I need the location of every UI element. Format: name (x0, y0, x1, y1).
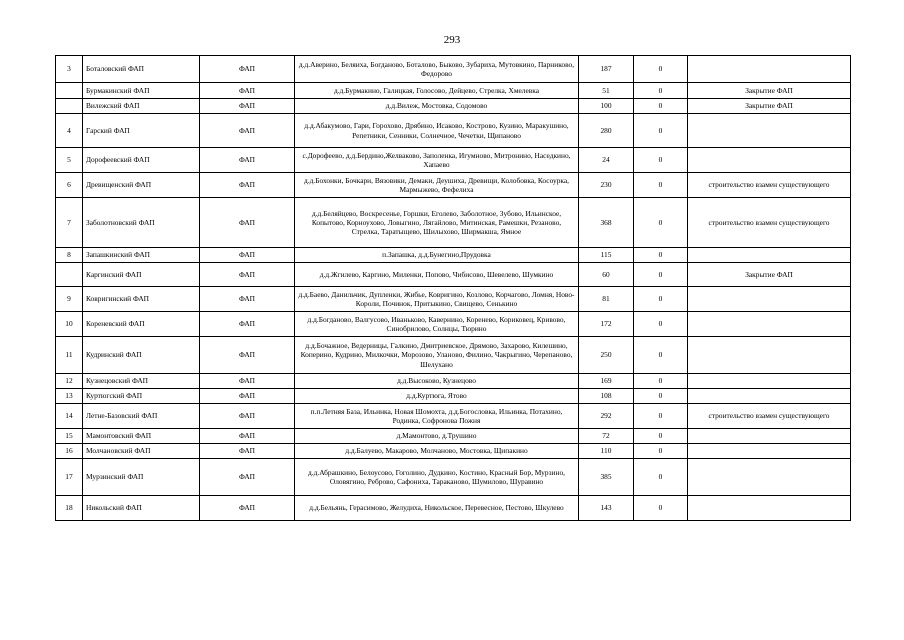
facility-name: Никольский ФАП (83, 496, 200, 521)
population: 110 (579, 444, 634, 459)
population: 187 (579, 56, 634, 83)
zero-value: 0 (634, 374, 688, 389)
table-row (56, 404, 851, 429)
table-row (56, 312, 851, 337)
note (688, 148, 851, 173)
population: 51 (579, 83, 634, 99)
facility-name: Древищенский ФАП (83, 173, 200, 198)
villages-list: д.д.Аверино, Беляиха, Богданово, Боталово, Быково, Зубариха, Мутовкино, Парниково, Федорово (295, 56, 579, 83)
table-row (56, 99, 851, 114)
note: Закрытие ФАП (688, 263, 851, 287)
note (688, 444, 851, 459)
row-number: 6 (56, 173, 83, 198)
facility-name: Кузнецовский ФАП (83, 374, 200, 389)
villages-list: д.д.Абрашкино, Белоусово, Гоголино, Дудкино, Костино, Красный Бор, Мурзино, Оловягино, Реброво, Сафониха, Тараканово, Шумилово, Шуравино (295, 459, 579, 496)
zero-value: 0 (634, 337, 688, 374)
row-number: 11 (56, 337, 83, 374)
row-number (56, 263, 83, 287)
table-row (56, 173, 851, 198)
note (688, 337, 851, 374)
facility-table (55, 55, 851, 521)
facility-name: Гарский ФАП (83, 114, 200, 148)
facility-type: ФАП (200, 173, 295, 198)
table-row (56, 337, 851, 374)
table-row (56, 459, 851, 496)
table-row (56, 496, 851, 521)
villages-list: д.д.Балуево, Макарово, Молчаново, Мостовка, Щипакино (295, 444, 579, 459)
facility-type: ФАП (200, 459, 295, 496)
zero-value: 0 (634, 56, 688, 83)
villages-list: д.Мамонтово, д.Трушино (295, 429, 579, 444)
facility-type: ФАП (200, 198, 295, 248)
note: строительство взамен существующего (688, 173, 851, 198)
facility-name: Куртюгский ФАП (83, 389, 200, 404)
villages-list: д.д.Бурмакино, Галицкая, Голосово, Дейцево, Стрелка, Хмелевка (295, 83, 579, 99)
zero-value: 0 (634, 312, 688, 337)
row-number: 7 (56, 198, 83, 248)
page-number: 293 (443, 34, 461, 46)
villages-list: д.д.Бохонки, Бочкари, Вязовики, Демаки, Деушиха, Древищи, Колобовка, Косоурка, Мармыжево, Фефелиха (295, 173, 579, 198)
facility-type: ФАП (200, 114, 295, 148)
zero-value: 0 (634, 429, 688, 444)
zero-value: 0 (634, 173, 688, 198)
zero-value: 0 (634, 248, 688, 263)
table-row (56, 444, 851, 459)
facility-type: ФАП (200, 83, 295, 99)
table-row (56, 148, 851, 173)
zero-value: 0 (634, 287, 688, 312)
table-row (56, 198, 851, 248)
villages-list: д.д.Абакумово, Гари, Горохово, Дрябино, Исаково, Кострово, Кузино, Маракушино, Репетники, Сенники, Солнечное, Чечетки, Щипаново (295, 114, 579, 148)
villages-list: д.д.Баево, Данильчик, Дупленки, Жибье, Ковригино, Козлово, Корчагово, Ломня, Ново-Короли, Починок, Притыкино, Свищево, Сенькино (295, 287, 579, 312)
row-number: 13 (56, 389, 83, 404)
facility-type: ФАП (200, 337, 295, 374)
table-row (56, 389, 851, 404)
population: 108 (579, 389, 634, 404)
villages-list: д.д.Беляйцево, Воскресенье, Горшки, Еголево, Заболотное, Зубово, Ильинское, Копытово, Корноухово, Ловыгино, Лягайлово, Митинская, Рамешки, Резаново, Стрелка, Таратыщево, Шилыхово, Ширмакша, Ямное (295, 198, 579, 248)
population: 230 (579, 173, 634, 198)
row-number (56, 83, 83, 99)
facility-name: Вилежский ФАП (83, 99, 200, 114)
note: Закрытие ФАП (688, 99, 851, 114)
table-row (56, 287, 851, 312)
row-number: 3 (56, 56, 83, 83)
facility-name: Летне-Базовский ФАП (83, 404, 200, 429)
table-row (56, 56, 851, 83)
row-number: 16 (56, 444, 83, 459)
facility-name: Мамонтовский ФАП (83, 429, 200, 444)
zero-value: 0 (634, 389, 688, 404)
table-row (56, 374, 851, 389)
villages-list: д.д.Куртюга, Ятово (295, 389, 579, 404)
population: 81 (579, 287, 634, 312)
note (688, 248, 851, 263)
zero-value: 0 (634, 496, 688, 521)
note (688, 389, 851, 404)
villages-list: д.д.Бочажное, Ведерницы, Галкино, Дмитриевское, Дрямово, Захарово, Килешино, Коперино, Кудрино, Милкочки, Морозово, Уланово, Филино, Чакрыгино, Черепаново, Шелухано (295, 337, 579, 374)
population: 24 (579, 148, 634, 173)
note (688, 374, 851, 389)
row-number: 18 (56, 496, 83, 521)
row-number: 15 (56, 429, 83, 444)
row-number: 8 (56, 248, 83, 263)
table-row (56, 248, 851, 263)
facility-type: ФАП (200, 148, 295, 173)
row-number: 17 (56, 459, 83, 496)
table-row (56, 263, 851, 287)
villages-list: п.Запашка, д.д.Бунегино,Прудовка (295, 248, 579, 263)
row-number: 4 (56, 114, 83, 148)
note (688, 114, 851, 148)
villages-list: с.Дорофеево, д.д.Бердино,Желваково, Заполенка, Игумново, Митронино, Наседкино, Хапаево (295, 148, 579, 173)
facility-type: ФАП (200, 56, 295, 83)
note: Закрытие ФАП (688, 83, 851, 99)
population: 100 (579, 99, 634, 114)
row-number (56, 99, 83, 114)
facility-name: Запашкинский ФАП (83, 248, 200, 263)
population: 72 (579, 429, 634, 444)
note (688, 459, 851, 496)
table-row (56, 83, 851, 99)
villages-list: д.д.Жгилево, Каргино, Миленки, Попово, Чибисово, Шевелево, Шумкино (295, 263, 579, 287)
population: 280 (579, 114, 634, 148)
zero-value: 0 (634, 198, 688, 248)
row-number: 5 (56, 148, 83, 173)
population: 385 (579, 459, 634, 496)
facility-type: ФАП (200, 248, 295, 263)
facility-name: Кудринский ФАП (83, 337, 200, 374)
note (688, 287, 851, 312)
population: 368 (579, 198, 634, 248)
zero-value: 0 (634, 404, 688, 429)
zero-value: 0 (634, 263, 688, 287)
zero-value: 0 (634, 114, 688, 148)
facility-name: Заболотновский ФАП (83, 198, 200, 248)
row-number: 12 (56, 374, 83, 389)
population: 115 (579, 248, 634, 263)
population: 60 (579, 263, 634, 287)
note (688, 312, 851, 337)
facility-name: Бурмакинский ФАП (83, 83, 200, 99)
villages-list: д.д.Богданово, Валгусово, Иваньково, Кавернино, Коренево, Кориковец, Кривово, Синобрилово, Солнцы, Тюрино (295, 312, 579, 337)
zero-value: 0 (634, 444, 688, 459)
note (688, 429, 851, 444)
population: 169 (579, 374, 634, 389)
facility-name: Каргинский ФАП (83, 263, 200, 287)
villages-list: п.п.Летняя База, Ильинка, Новая Шомохта, д.д.Богословка, Ильинка, Потахино, Родинка, Софронова Пожня (295, 404, 579, 429)
note: строительство взамен существующего (688, 404, 851, 429)
table-row (56, 114, 851, 148)
facility-type: ФАП (200, 263, 295, 287)
row-number: 14 (56, 404, 83, 429)
villages-list: д.д.Бельянь, Герасимово, Желудиха, Никольское, Перевесное, Пестово, Шкулево (295, 496, 579, 521)
table-row (56, 429, 851, 444)
population: 172 (579, 312, 634, 337)
villages-list: д.д.Вилеж, Мостовка, Содомово (295, 99, 579, 114)
facility-name: Кореневский ФАП (83, 312, 200, 337)
facility-type: ФАП (200, 496, 295, 521)
row-number: 9 (56, 287, 83, 312)
row-number: 10 (56, 312, 83, 337)
population: 292 (579, 404, 634, 429)
facility-type: ФАП (200, 404, 295, 429)
population: 143 (579, 496, 634, 521)
note (688, 496, 851, 521)
villages-list: д.д.Высоково, Кузнецово (295, 374, 579, 389)
note: строительство взамен существующего (688, 198, 851, 248)
facility-name: Мурзинский ФАП (83, 459, 200, 496)
facility-type: ФАП (200, 287, 295, 312)
facility-name: Дорофеевский ФАП (83, 148, 200, 173)
population: 250 (579, 337, 634, 374)
facility-name: Боталовский ФАП (83, 56, 200, 83)
facility-name: Ковригинский ФАП (83, 287, 200, 312)
facility-name: Молчановский ФАП (83, 444, 200, 459)
zero-value: 0 (634, 83, 688, 99)
zero-value: 0 (634, 148, 688, 173)
zero-value: 0 (634, 459, 688, 496)
facility-type: ФАП (200, 429, 295, 444)
zero-value: 0 (634, 99, 688, 114)
facility-type: ФАП (200, 312, 295, 337)
note (688, 56, 851, 83)
facility-type: ФАП (200, 374, 295, 389)
facility-type: ФАП (200, 444, 295, 459)
facility-type: ФАП (200, 389, 295, 404)
facility-type: ФАП (200, 99, 295, 114)
